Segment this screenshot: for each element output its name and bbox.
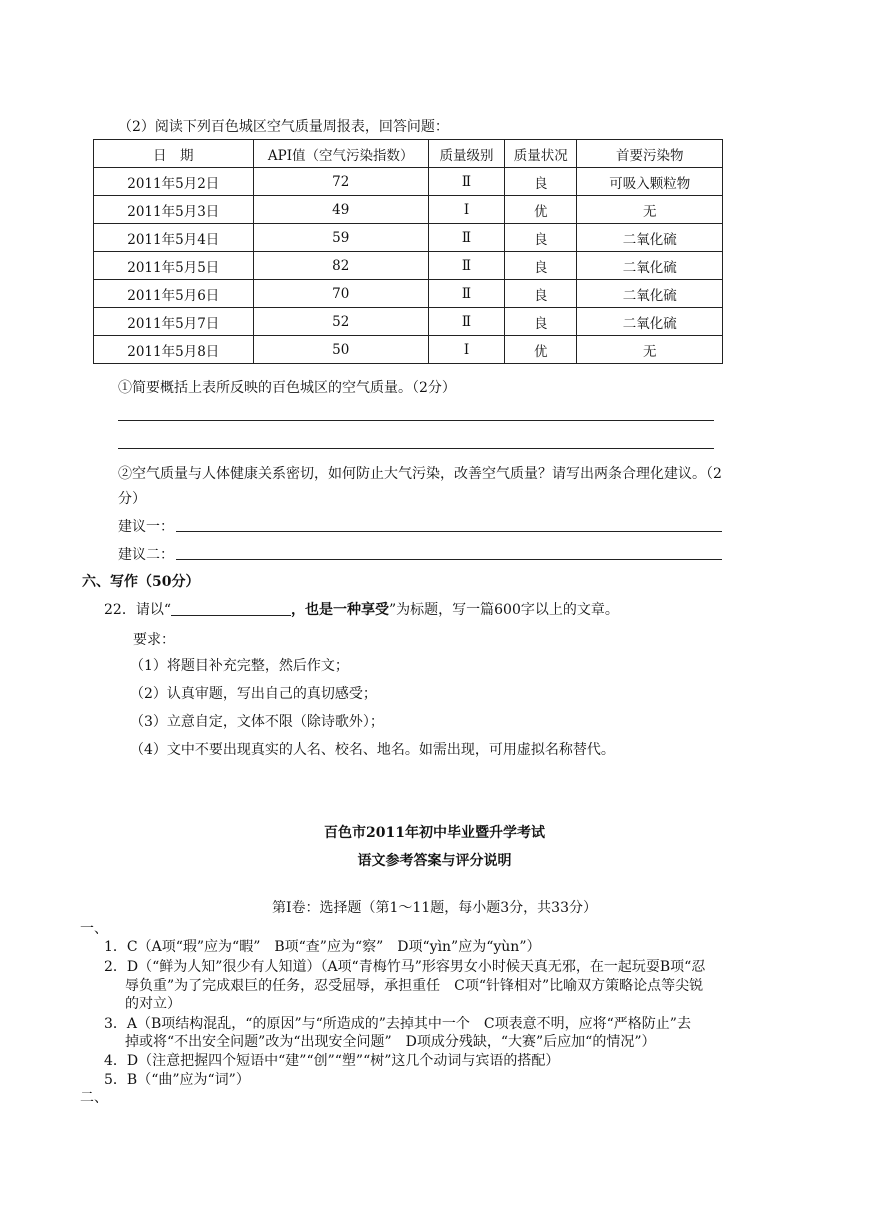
table-row <box>94 308 723 336</box>
cell-api: 52 <box>253 308 428 336</box>
cell-date: 2011年5月2日 <box>94 168 254 196</box>
requirement-3: （3）立意自定，文体不限（除诗歌外）； <box>130 714 384 730</box>
cell-api: 82 <box>253 252 428 280</box>
table-header-row <box>94 140 723 168</box>
question-2-2-cont: 分） <box>118 491 146 507</box>
suggestion-2-line[interactable] <box>176 559 722 560</box>
header-status: 质量状况 <box>505 140 577 168</box>
cell-level: Ⅰ <box>428 196 504 224</box>
cell-status: 良 <box>505 280 577 308</box>
cell-date: 2011年5月3日 <box>94 196 254 224</box>
cell-pollutant: 二氧化硫 <box>577 224 723 252</box>
table-row <box>94 280 723 308</box>
requirement-4: （4）文中不要出现真实的人名、校名、地名。如需出现，可用虚拟名称替代。 <box>130 742 615 758</box>
cell-date: 2011年5月6日 <box>94 280 254 308</box>
requirement-1: （1）将题目补充完整，然后作文； <box>130 658 349 674</box>
question-2-intro: （2）阅读下列百色城区空气质量周报表，回答问题： <box>118 119 449 135</box>
part-1-title: 第Ⅰ卷：选择题（第1～11题，每小题3分，共33分） <box>272 900 597 916</box>
section-1-label: 一、 <box>80 921 108 937</box>
section-2-label: 二、 <box>80 1090 108 1106</box>
requirement-2: （2）认真审题，写出自己的真切感受； <box>130 686 377 702</box>
table-row <box>94 224 723 252</box>
section-6-heading: 六、写作（50分） <box>82 574 200 590</box>
answer-title-1: 百色市2011年初中毕业暨升学考试 <box>324 825 545 841</box>
table-row <box>94 252 723 280</box>
cell-pollutant: 可吸入颗粒物 <box>577 168 723 196</box>
cell-status: 良 <box>505 168 577 196</box>
cell-pollutant: 二氧化硫 <box>577 252 723 280</box>
cell-pollutant: 二氧化硫 <box>577 280 723 308</box>
q22-prefix: 22．请以“ <box>104 602 171 618</box>
cell-date: 2011年5月7日 <box>94 308 254 336</box>
q22-suffix: ”为标题，写一篇600字以上的文章。 <box>388 602 619 618</box>
answer-2-cont: 辱负重”为了完成艰巨的任务，忍受屈辱，承担重任 C项“针锋相对”比喻双方策略论点等尖锐 <box>125 978 704 994</box>
cell-date: 2011年5月8日 <box>94 336 254 364</box>
cell-pollutant: 无 <box>577 196 723 224</box>
question-2-1: ①简要概括上表所反映的百色城区的空气质量。（2分） <box>118 380 456 396</box>
answer-3-cont: 掉或将“不出安全问题”改为“出现安全问题” D项成分残缺，“大赛”后应加“的情况”） <box>125 1034 656 1050</box>
question-2-2: ②空气质量与人体健康关系密切，如何防止大气污染，改善空气质量？请写出两条合理化建议。（2 <box>118 466 722 482</box>
cell-status: 优 <box>505 336 577 364</box>
cell-date: 2011年5月4日 <box>94 224 254 252</box>
answer-line-2[interactable] <box>118 448 714 449</box>
cell-status: 良 <box>505 224 577 252</box>
cell-api: 50 <box>253 336 428 364</box>
cell-level: Ⅱ <box>428 308 504 336</box>
cell-level: Ⅱ <box>428 280 504 308</box>
suggestion-1-label: 建议一： <box>118 519 174 535</box>
cell-api: 59 <box>253 224 428 252</box>
answer-4: 4．D（注意把握四个短语中“建”“创”“塑”“树”这几个动词与宾语的搭配） <box>104 1053 560 1069</box>
answer-5: 5．B（“曲”应为“词”） <box>104 1072 250 1088</box>
air-quality-table <box>93 139 723 364</box>
cell-level: Ⅰ <box>428 336 504 364</box>
cell-pollutant: 无 <box>577 336 723 364</box>
cell-pollutant: 二氧化硫 <box>577 308 723 336</box>
cell-api: 72 <box>253 168 428 196</box>
suggestion-2-label: 建议二： <box>118 547 174 563</box>
header-pollutant: 首要污染物 <box>577 140 723 168</box>
header-api: API值（空气污染指数） <box>253 140 428 168</box>
header-level: 质量级别 <box>428 140 504 168</box>
cell-level: Ⅱ <box>428 224 504 252</box>
question-22 <box>104 599 619 619</box>
header-date: 日 期 <box>94 140 254 168</box>
table-row <box>94 196 723 224</box>
q22-blank[interactable] <box>171 601 291 616</box>
cell-level: Ⅱ <box>428 168 504 196</box>
answer-3: 3．A（B项结构混乱，“的原因”与“所造成的”去掉其中一个 C项表意不明，应将“严格防止”去 <box>104 1016 691 1032</box>
suggestion-1-line[interactable] <box>176 531 722 532</box>
answer-2: 2．D（“鲜为人知”很少有人知道）（A项“青梅竹马”形容男女小时候天真无邪，在一起玩耍B项“忍 <box>104 959 706 975</box>
cell-api: 70 <box>253 280 428 308</box>
cell-level: Ⅱ <box>428 252 504 280</box>
q22-bold: ，也是一种享受 <box>290 602 389 618</box>
cell-status: 优 <box>505 196 577 224</box>
answer-2-cont-2: 的对立） <box>125 996 181 1012</box>
cell-date: 2011年5月5日 <box>94 252 254 280</box>
table-row <box>94 168 723 196</box>
requirements-title: 要求： <box>133 632 175 648</box>
table-row <box>94 336 723 364</box>
cell-status: 良 <box>505 252 577 280</box>
cell-api: 49 <box>253 196 428 224</box>
cell-status: 良 <box>505 308 577 336</box>
answer-title-2: 语文参考答案与评分说明 <box>357 853 512 869</box>
answer-1: 1．C（A项“瑕”应为“暇” B项“查”应为“察” D项“yìn”应为“yùn”） <box>104 939 541 955</box>
answer-line-1[interactable] <box>118 420 714 421</box>
